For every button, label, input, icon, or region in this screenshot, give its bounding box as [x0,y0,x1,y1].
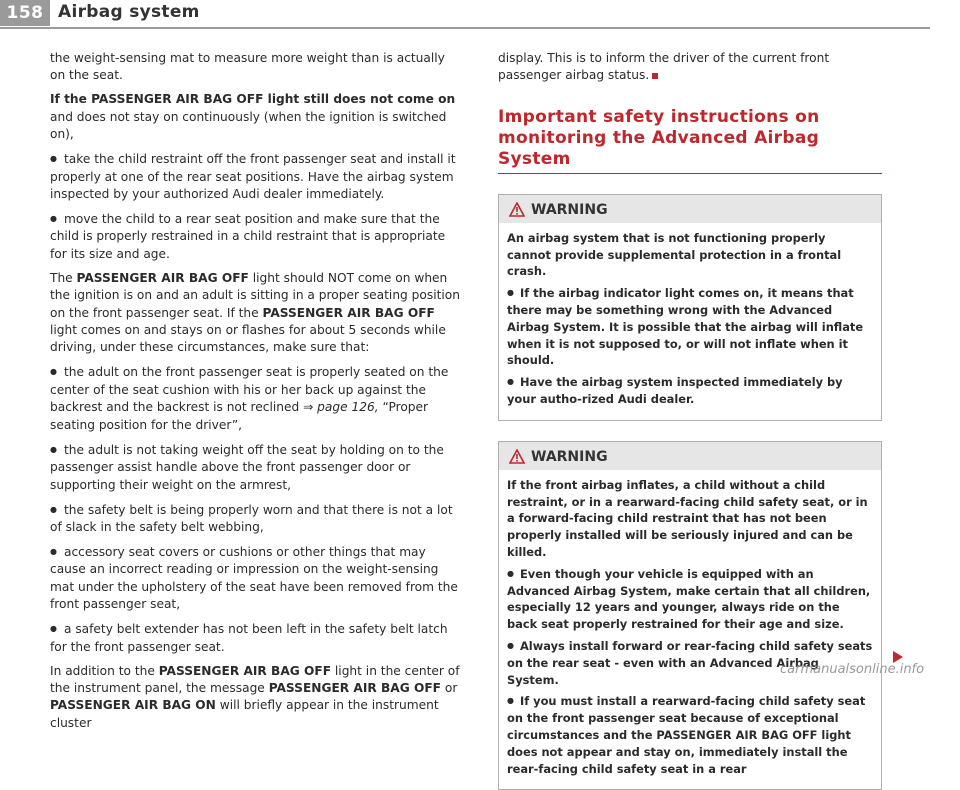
warning-box [498,441,882,790]
warning-text: If the front airbag inflates, a child without a child restraint, or in a rearward-facing child safety seat, or in a forward-facing child restraint that has not been properly installed will be seriously injured and can be killed. [507,477,868,559]
paragraph: display. This is to inform the driver of the current front passenger airbag status. [498,51,830,83]
warning-triangle-icon [509,202,525,217]
warning-box [498,194,882,421]
warning-title: WARNING [531,201,608,218]
paragraph: the weight-sensing mat to measure more weight than is actually on the seat. [50,51,445,83]
watermark: carmanualsonline.info [780,662,925,677]
paragraph: The PASSENGER AIR BAG OFF light should NOT come on when the ignition is on and an adult is sitting in a proper seating position on the front passenger seat. If the PASSENGER AIR BAG OFF light comes on and stays on or flashes for about 5 seconds while driving, under these circumstances, make sure that: [50,270,460,355]
warning-list-item: ● Have the airbag system inspected immediately by your autho-rized Audi dealer. [507,374,873,408]
subheading: Important safety instructions on monitoring the Advanced Airbag System [498,107,882,174]
page-number: 158 [0,0,50,26]
warning-body [499,470,881,790]
list-item: ● the adult on the front passenger seat is properly seated on the center of the seat cushion with his or her back up against the backrest and the backrest is not reclined ⇒ page 126, “Proper seating position for the driver”, [50,363,462,434]
warning-text: An airbag system that is not functioning properly cannot provide supplemental protection in a frontal crash. [507,230,842,279]
list-item: ● take the child restraint off the front passenger seat and install it properly at one of the rear seat positions. Have the airbag system inspected by your authorized Audi dealer immediately. [50,150,462,203]
end-of-section-mark [652,73,658,79]
warning-list-item: ● If you must install a rearward-facing child safety seat on the front passenger seat because of exceptional circumstances and the PASSENGER AIR BAG OFF light does not appear and stay on, immediately install the rear-facing child safety seat in a rear [507,693,873,777]
warning-list-item: ● Even though your vehicle is equipped with an Advanced Airbag System, make certain that all children, especially 12 years and younger, always ride on the back seat properly restrained for their age and size. [507,566,873,633]
warning-body [499,223,881,420]
page-reference-link[interactable]: ⇒ page 126, [303,400,379,415]
right-column [498,50,882,790]
warning-header [499,442,881,470]
list-item: ● move the child to a rear seat position and make sure that the child is properly restrained in a child restraint that is appropriate for its size and age. [50,210,462,263]
warning-title: WARNING [531,448,608,465]
header-rule [0,27,930,29]
warning-header [499,195,881,223]
paragraph: If the PASSENGER AIR BAG OFF light still does not come on and does not stay on continuously (when the ignition is switched on), [50,92,456,142]
section-title: Airbag system [58,2,200,22]
list-item: ● accessory seat covers or cushions or other things that may cause an incorrect reading or impression on the weight-sensing mat under the upholstery of the seat have been removed from the front passenger seat, [50,543,462,614]
list-item: ● the adult is not taking weight off the seat by holding on to the passenger assist handle above the front passenger door or supporting their weight on the armrest, [50,441,462,494]
left-column [50,50,462,739]
warning-list-item: ● Always install forward or rear-facing child safety seats on the rear seat - even with an Advanced Airbag System. [507,638,873,688]
list-item: ● a safety belt extender has not been left in the safety belt latch for the front passenger seat. [50,620,462,656]
warning-list-item: ● If the airbag indicator light comes on, it means that there may be something wrong with the Advanced Airbag System. It is possible that the airbag will inflate when it is not supposed to, or will not inflate when it should. [507,285,873,369]
page-header [0,0,960,30]
list-item: ● the safety belt is being properly worn and that there is not a lot of slack in the safety belt webbing, [50,501,462,537]
warning-triangle-icon [509,449,525,464]
paragraph: In addition to the PASSENGER AIR BAG OFF light in the center of the instrument panel, the message PASSENGER AIR BAG OFF or PASSENGER AIR BAG ON will briefly appear in the instrument cluster [50,663,460,730]
